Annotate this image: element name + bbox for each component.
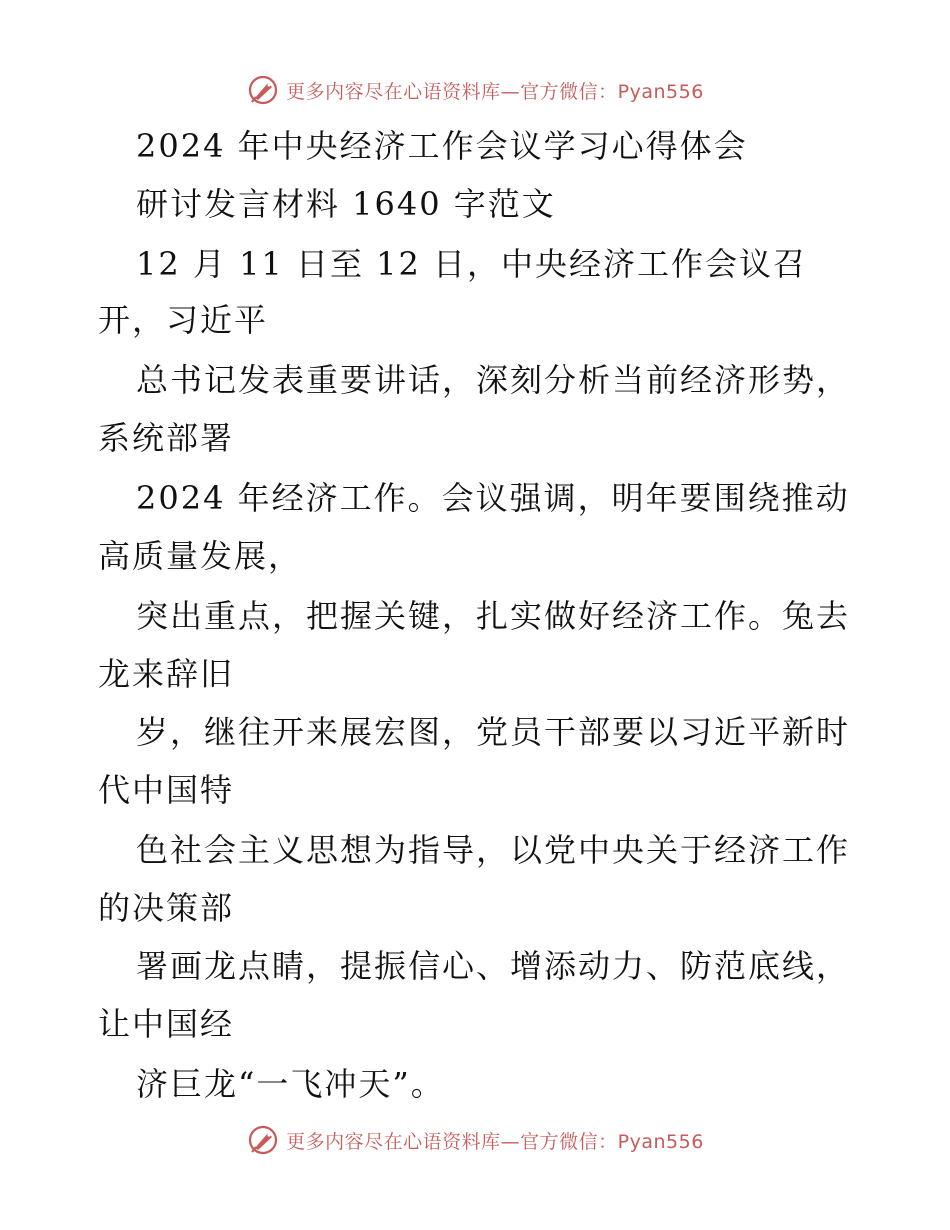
pen-nib-seal-icon bbox=[246, 73, 280, 107]
paragraph-line: 济巨龙“一飞冲天”。 bbox=[136, 1065, 445, 1103]
paragraph-line: 龙来辞旧 bbox=[98, 655, 235, 693]
paragraph-line: 总书记发表重要讲话，深刻分析当前经济形势， bbox=[136, 361, 851, 399]
document-title-line-1: 2024 年中央经济工作会议学习心得体会 bbox=[136, 127, 748, 165]
paragraph-line: 系统部署 bbox=[98, 419, 235, 457]
paragraph-line: 突出重点，把握关键，扎实做好经济工作。兔去 bbox=[136, 597, 851, 635]
pen-nib-seal-icon bbox=[246, 1123, 280, 1157]
paragraph-line: 2024 年经济工作。会议强调，明年要围绕推动 bbox=[136, 479, 850, 517]
document-title-line-2: 研讨发言材料 1640 字范文 bbox=[136, 185, 556, 223]
paragraph-line: 色社会主义思想为指导，以党中央关于经济工作 bbox=[136, 831, 851, 869]
paragraph-line: 岁，继往开来展宏图，党员干部要以习近平新时 bbox=[136, 713, 851, 751]
paragraph-line: 的决策部 bbox=[98, 889, 235, 927]
paragraph-line: 让中国经 bbox=[98, 1005, 235, 1043]
paragraph-line: 12 月 11 日至 12 日，中央经济工作会议召 bbox=[136, 245, 808, 283]
paragraph-line: 高质量发展， bbox=[98, 537, 303, 575]
paragraph-line: 开，习近平 bbox=[98, 301, 269, 339]
header-watermark-text: 更多内容尽在心语资料库—官方微信：Pyan556 bbox=[286, 80, 704, 103]
footer-watermark-banner bbox=[0, 1120, 950, 1160]
paragraph-line: 署画龙点睛，提振信心、增添动力、防范底线， bbox=[136, 947, 851, 985]
header-watermark-banner bbox=[0, 70, 950, 110]
paragraph-line: 代中国特 bbox=[98, 771, 235, 809]
footer-watermark-text: 更多内容尽在心语资料库—官方微信：Pyan556 bbox=[286, 1130, 704, 1153]
